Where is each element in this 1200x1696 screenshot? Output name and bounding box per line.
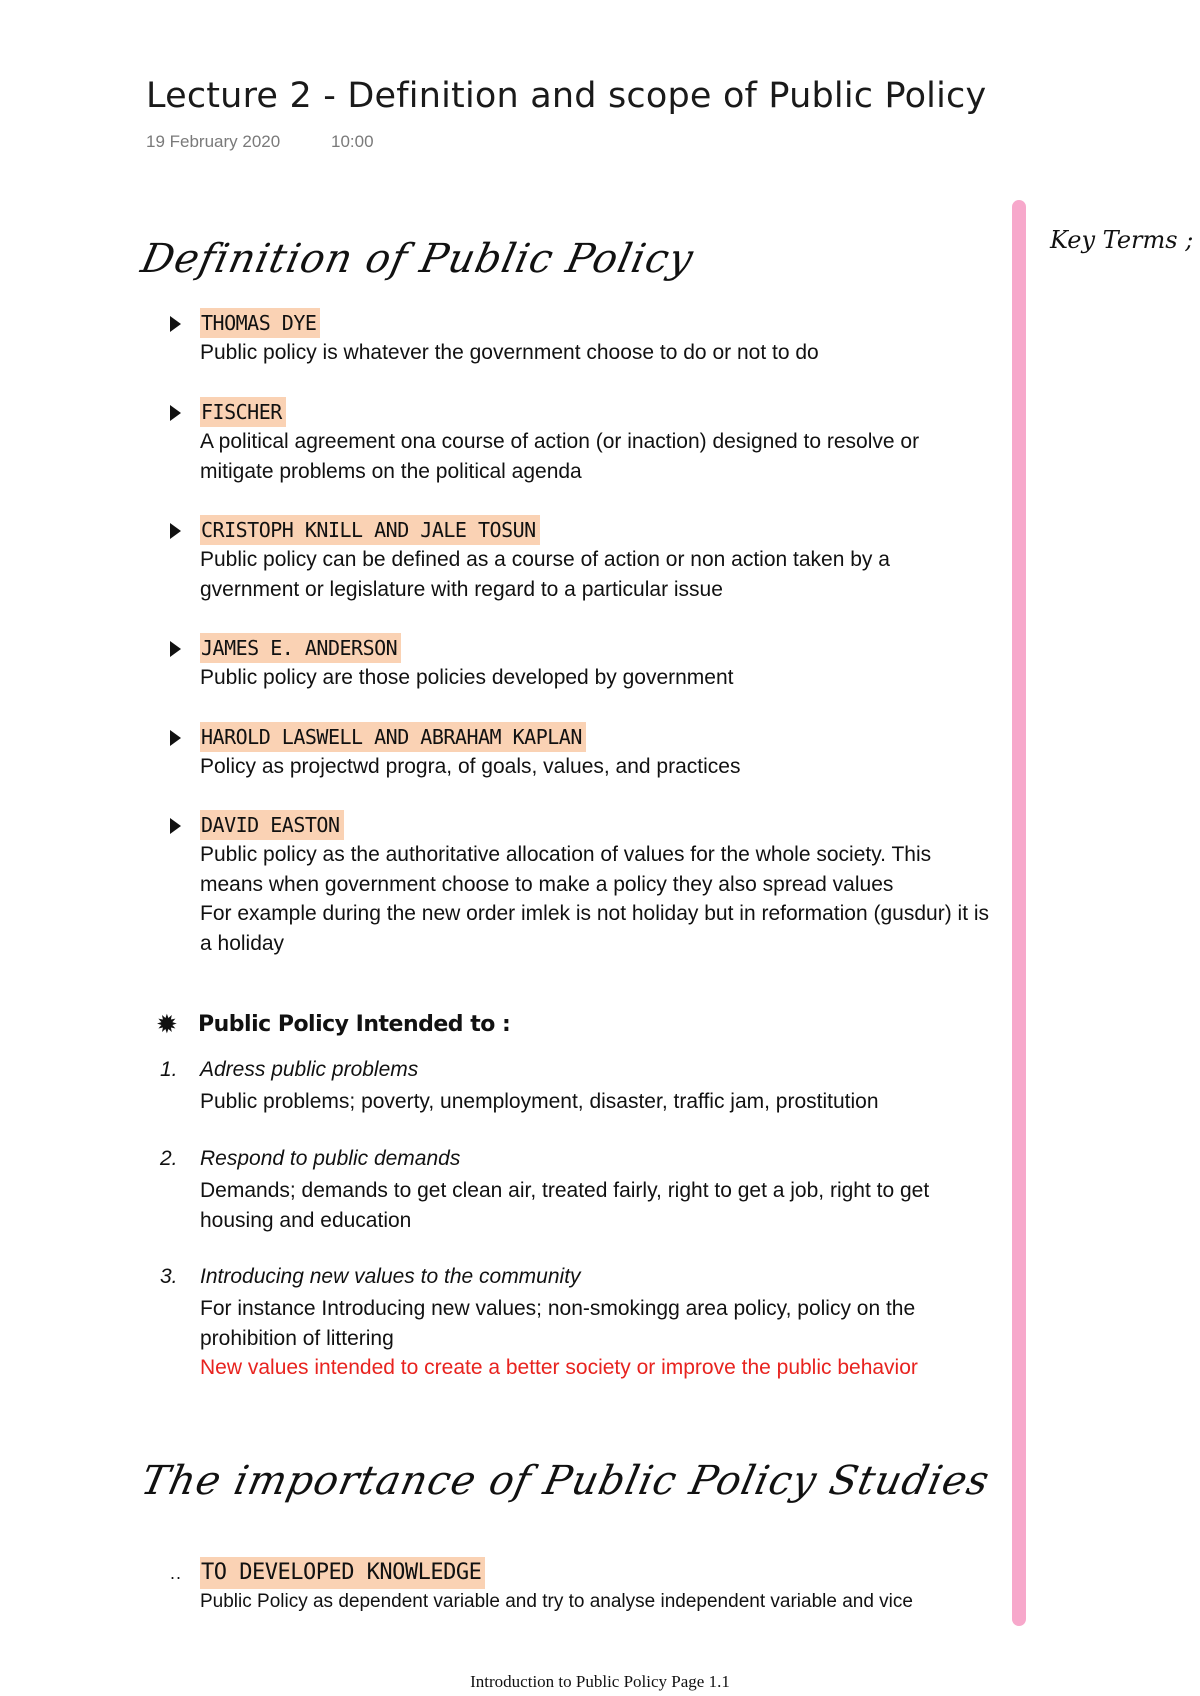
item-title: Introducing new values to the community	[200, 1265, 581, 1288]
note-date: 19 February 2020	[146, 132, 281, 151]
key-terms-label: Key Terms ;	[1050, 226, 1194, 254]
definition-text: Public policy as the authoritative allocation of values for the whole society. This means when government choose to make a policy they also spread values For example during the new order imlek is not holiday but in reformation (gusdur) it is a holiday	[200, 843, 990, 955]
item-text: For instance Introducing new values; non-smokingg area policy, policy on the prohibition of littering New values intended to create a better society or improve the public behavior	[200, 1294, 1000, 1383]
triangle-bullet-icon	[170, 730, 181, 746]
item-title: Adress public problems	[200, 1058, 419, 1081]
triangle-bullet-icon	[170, 818, 181, 834]
definition-author: JAMES E. ANDERSON	[200, 633, 401, 663]
definition-text: Public policy is whatever the government choose to do or not to do	[200, 341, 819, 364]
triangle-bullet-icon	[170, 523, 181, 539]
highlight-note: New values intended to create a better society or improve the public behavior	[200, 1356, 918, 1379]
definition-author: CRISTOPH KNILL AND JALE TOSUN	[200, 515, 540, 545]
item-number: 2.	[160, 1147, 178, 1170]
page-title: Lecture 2 - Definition and scope of Public Policy	[146, 76, 987, 116]
page-footer: Introduction to Public Policy Page 1.1	[470, 1672, 730, 1691]
importance-text: Public Policy as dependent variable and try to analyse independent variable and vice	[200, 1591, 913, 1612]
definition-heading: Definition of Public Policy	[137, 236, 698, 282]
importance-marker: ..	[170, 1563, 183, 1583]
triangle-bullet-icon	[170, 641, 181, 657]
intended-heading	[156, 1008, 510, 1038]
triangle-bullet-icon	[170, 405, 181, 421]
note-time: 10:00	[331, 132, 374, 151]
item-number: 3.	[160, 1265, 178, 1288]
definition-author: FISCHER	[200, 397, 286, 427]
definition-author: HAROLD LASWELL AND ABRAHAM KAPLAN	[200, 722, 586, 752]
item-number: 1.	[160, 1058, 178, 1081]
definition-text: A political agreement ona course of action (or inaction) designed to resolve or mitigate problems on the political agenda	[200, 430, 920, 483]
item-title: Respond to public demands	[200, 1147, 461, 1170]
item-text: Public problems; poverty, unemployment, disaster, traffic jam, prostitution	[200, 1090, 879, 1113]
triangle-bullet-icon	[170, 316, 181, 332]
definition-text: Policy as projectwd progra, of goals, values, and practices	[200, 755, 741, 778]
importance-heading: The importance of Public Policy Studies	[137, 1458, 994, 1504]
importance-title: TO DEVELOPED KNOWLEDGE	[200, 1557, 485, 1589]
definition-author: DAVID EASTON	[200, 810, 344, 840]
item-text: Demands; demands to get clean air, treated fairly, right to get a job, right to get housing and education	[200, 1179, 930, 1232]
burst-bullet-icon: ✹	[156, 1010, 178, 1040]
definition-author: THOMAS DYE	[200, 308, 320, 338]
key-terms-bar	[1012, 200, 1026, 1626]
intended-heading-text: Public Policy Intended to :	[198, 1012, 511, 1037]
definition-text: Public policy are those policies developed by government	[200, 666, 734, 689]
definition-text: Public policy can be defined as a course of action or non action taken by a gvernment or legislature with regard to a particular issue	[200, 548, 890, 601]
